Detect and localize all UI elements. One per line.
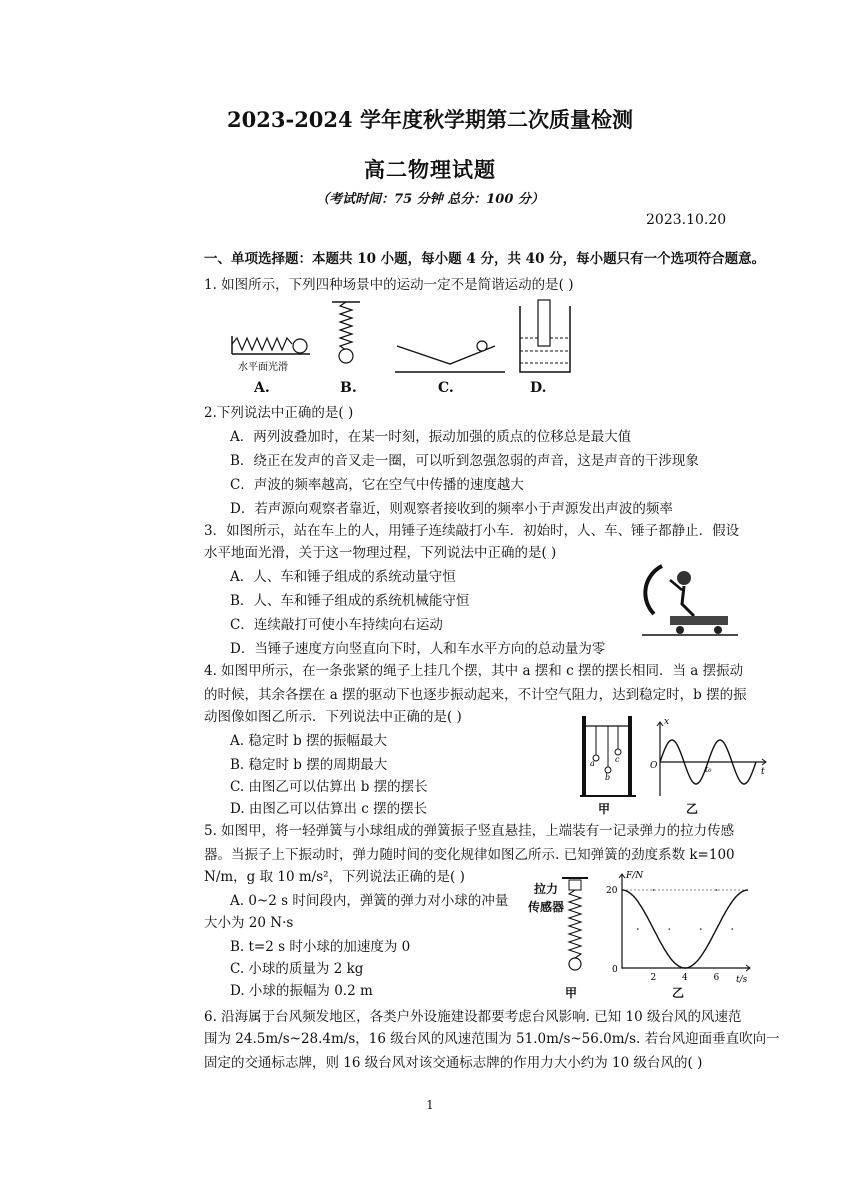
fig-jia-pendulums	[580, 716, 636, 796]
q3-stem-line1: 3．如图所示，站在车上的人，用锤子连续敲打小车．初始时，人、车、锤子都静止．假设	[204, 523, 740, 539]
pendulum-c-label: c	[615, 755, 620, 764]
exam-info: （考试时间：75 分钟 总分：100 分）	[316, 192, 544, 207]
q1-stem: 1. 如图所示，下列四种场景中的运动一定不是简谐运动的是( )	[204, 277, 574, 293]
q5-sensor-label-2: 传感器	[528, 900, 565, 914]
q2-stem: 2.下列说法中正确的是( )	[204, 405, 354, 421]
q3-option-c: C．连续敲打可使小车持续向右运动	[230, 617, 443, 633]
q5-option-a-line2: 大小为 20 N·s	[204, 915, 294, 931]
q4-figures	[578, 712, 768, 810]
q2-option-d: D．若声源向观察者靠近，则观察者接收到的频率小于声源发出声波的频率	[230, 501, 673, 517]
y-tick-label: 20	[606, 886, 618, 896]
q1-figures	[220, 296, 580, 404]
q1-label-b: B.	[340, 380, 357, 396]
q2-option-b: B．绕正在发声的音叉走一圈，可以听到忽强忽弱的声音，这是声音的干涉现象	[230, 453, 699, 469]
pendulum-a-label: a	[590, 759, 595, 768]
data-point	[700, 928, 702, 930]
q3-figure-hammer-cart	[640, 560, 740, 640]
data-point	[621, 967, 623, 969]
q1-label-c: C.	[438, 380, 454, 396]
q5-option-b: B. t=2 s 时小球的加速度为 0	[230, 939, 411, 955]
q4-stem-line1: 4. 如图甲所示，在一条张紧的绳子上挂几个摆，其中 a 摆和 c 摆的摆长相同．当 a 摆振动	[204, 663, 744, 679]
exam-subtitle: 高二物理试题	[364, 157, 496, 182]
x-axis-label: t/s	[736, 975, 748, 985]
y-axis-label: F/N	[626, 871, 644, 881]
q4-stem-line2: 的时候，其余各摆在 a 摆的驱动下也逐步振动起来，不计空气阻力，达到稳定时，b 摆的振	[204, 687, 747, 703]
fig-b-vertical-spring	[332, 302, 360, 363]
fig-yi-vibration-graph	[650, 717, 766, 796]
page-number: 1	[426, 1098, 434, 1112]
q6-line2: 围为 24.5m/s~28.4m/s，16 级台风的风速范围为 51.0m/s~56.0m/s. 若台风迎面垂直吹向一	[204, 1031, 780, 1047]
q5-stem-line2: 器。当振子上下振动时，弹力随时间的变化规律如图乙所示. 已知弹簧的劲度系数 k=100	[204, 847, 735, 863]
q4-t0: t₀	[705, 765, 712, 774]
q3-option-b: B．人、车和锤子组成的系统机械能守恒	[230, 593, 470, 609]
x-tick-label: 4	[682, 973, 688, 983]
data-point	[732, 928, 734, 930]
q4-option-a: A. 稳定时 b 摆的振幅最大	[230, 733, 388, 749]
data-point	[637, 928, 639, 930]
data-point	[669, 928, 671, 930]
q4-axis-x: x	[664, 717, 670, 727]
q6-line1: 6. 沿海属于台风频发地区，各类户外设施建设都要考虑台风影响. 已知 10 级台风的风速范	[204, 1009, 742, 1025]
exam-date: 2023.10.20	[646, 212, 727, 228]
q4-stem-line3: 动图像如图乙所示．下列说法中正确的是( )	[204, 709, 462, 725]
q3-option-a: A．人、车和锤子组成的系统动量守恒	[230, 569, 456, 585]
q5-stem-line1: 5. 如图甲，将一轻弹簧与小球组成的弹簧振子竖直悬挂，上端装有一记录弹力的拉力传感	[204, 823, 735, 839]
q5-sensor-label-1: 拉力	[534, 882, 559, 896]
q5-fig-jia: 甲	[565, 986, 578, 1000]
q3-stem-line2: 水平地面光滑，关于这一物理过程，下列说法中正确的是( )	[204, 545, 557, 561]
q4-fig-jia: 甲	[598, 802, 611, 816]
q4-option-c: C. 由图乙可以估算出 b 摆的摆长	[230, 779, 428, 795]
section-heading: 一、单项选择题：本题共 10 小题，每小题 4 分，共 40 分，每小题只有一个选项符合题意。	[204, 251, 766, 267]
fig-a-horizontal-spring	[232, 336, 310, 373]
q4-option-b: B. 稳定时 b 摆的周期最大	[230, 757, 388, 773]
q5-stem-line3: N/m，g 取 10 m/s²，下列说法正确的是( )	[204, 869, 465, 885]
q4-fig-yi: 乙	[686, 802, 699, 816]
q1-label-a: A.	[254, 380, 270, 396]
q4-option-d: D. 由图乙可以估算出 c 摆的摆长	[230, 801, 428, 817]
x-tick-label: 6	[713, 973, 720, 983]
q4-origin: O	[650, 761, 658, 771]
fig-a-caption: 水平面光滑	[238, 362, 288, 373]
q5-option-a-line1: A. 0~2 s 时间段内，弹簧的弹力对小球的冲量	[230, 893, 509, 909]
data-point	[684, 967, 686, 969]
exam-title: 2023-2024 学年度秋学期第二次质量检测	[227, 107, 633, 132]
q5-fig-yi: 乙	[672, 986, 685, 1000]
q4-axis-t: t	[761, 767, 765, 777]
origin-label: 0	[612, 965, 618, 975]
q5-option-c: C. 小球的质量为 2 kg	[230, 961, 364, 977]
q5-option-d: D. 小球的振幅为 0.2 m	[230, 983, 373, 999]
q5-force-time-chart	[602, 868, 752, 986]
q2-option-c: C．声波的频率越高，它在空气中传播的速度越大	[230, 477, 524, 493]
q6-line3: 固定的交通标志牌，则 16 级台风对该交通标志牌的作用力大小约为 10 级台风的( )	[204, 1055, 703, 1071]
pendulum-b-label: b	[605, 773, 611, 782]
q2-option-a: A．两列波叠加时，在某一时刻，振动加强的质点的位移总是最大值	[230, 429, 632, 445]
q1-label-d: D.	[530, 380, 547, 396]
x-tick-label: 2	[650, 973, 657, 983]
data-point	[747, 967, 749, 969]
series-line	[622, 890, 748, 968]
fig-d-beaker	[520, 300, 570, 372]
q3-option-d: D．当锤子速度方向竖直向下时，人和车水平方向的总动量为零	[230, 641, 606, 657]
q5-figure-spring	[560, 876, 590, 982]
fig-c-v-track	[395, 341, 505, 372]
